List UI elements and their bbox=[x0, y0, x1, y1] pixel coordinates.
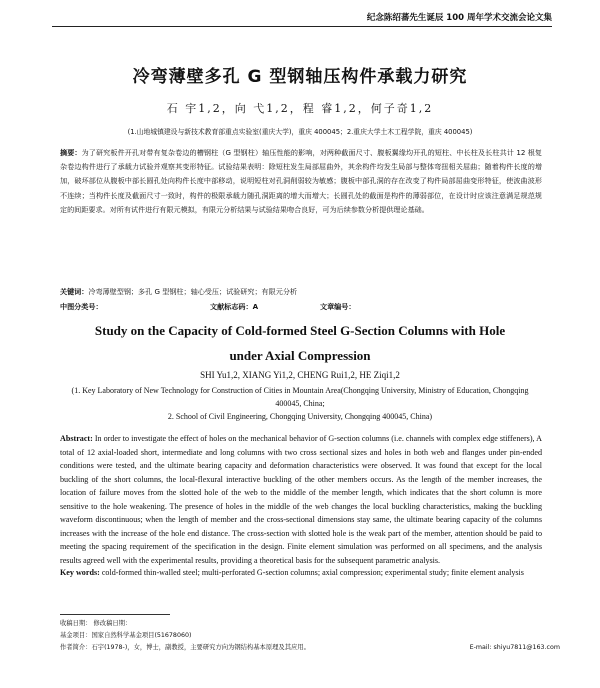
footnote-received: 收稿日期： 修改稿日期： bbox=[60, 620, 132, 627]
english-affiliation-line-2: 2. School of Civil Engineering, Chongqing University, Chongqing 400045, China) bbox=[167, 412, 433, 421]
chinese-abstract-label: 摘要： bbox=[60, 148, 82, 157]
english-title bbox=[40, 318, 560, 368]
english-abstract-label: Abstract: bbox=[60, 434, 93, 443]
footnote-author: 作者简介：石宇(1978-)，女，博士，副教授，主要研究方向为钢结构基本原理及其应用。 bbox=[60, 644, 310, 651]
doc-code-field bbox=[210, 301, 320, 313]
article-no-label: 文章编号： bbox=[320, 302, 356, 311]
chinese-authors: 石 宇1,2，向 弋1,2，程 睿1,2，何子奇1,2 bbox=[166, 102, 434, 115]
english-abstract bbox=[60, 432, 542, 567]
footnote-divider bbox=[60, 614, 170, 615]
chinese-title: 冷弯薄壁多孔 G 型钢轴压构件承载力研究 bbox=[132, 67, 468, 87]
chinese-abstract-text: 为了研究板件开孔对带有复杂卷边的槽钢柱（G 型钢柱）轴压性能的影响，对两种截面尺寸、腹板翼缘均开孔的短柱、中长柱及长柱共计 12 根复杂卷边构件进行了承载力试验并观察其变形特征。试验结果表明：除短柱发生局部屈曲外，其余构件均发生局部与整体弯扭相关屈曲；随着构件长度的增加，破坏部位从腹板中部长圆孔处向构件长度中部移动，说明短柱对孔洞削弱较为敏感；腹板中部孔洞的存在改变了构件局部屈曲变形特征，使波曲波形不连续；当构件长度及截面尺寸一致时，构件的极限承载力随孔洞距离的增大而增大；长圆孔处的截面是构件的薄弱部位，在设计时应该注意满足规范规定的间距要求。对所有试件进行有限元模拟，有限元分析结果与试验结果吻合良好，可为后续参数分析提供理论基础。 bbox=[60, 148, 542, 214]
chinese-keywords-label: 关键词： bbox=[60, 287, 89, 296]
footnote-author-line bbox=[60, 642, 560, 654]
clc-field bbox=[60, 301, 210, 313]
english-title-line-2: under Axial Compression bbox=[229, 348, 371, 363]
chinese-abstract bbox=[60, 146, 542, 217]
footnote-email[interactable]: E-mail: shiyu7811@163.com bbox=[469, 644, 560, 651]
english-authors: SHI Yu1,2, XIANG Yi1,2, CHENG Rui1,2, HE Ziqi1,2 bbox=[200, 370, 400, 380]
chinese-affiliation: (1.山地城镇建设与新技术教育部重点实验室(重庆大学)，重庆 400045；2.重庆大学土木工程学院，重庆 400045) bbox=[127, 128, 473, 136]
running-header bbox=[52, 10, 552, 27]
classification-line bbox=[60, 301, 542, 313]
english-title-line-1: Study on the Capacity of Cold-formed Steel G-Section Columns with Hole bbox=[94, 323, 506, 338]
doc-code-label: 文献标志码： bbox=[210, 302, 253, 311]
english-keywords bbox=[60, 566, 542, 580]
footnotes bbox=[60, 618, 560, 654]
doc-code-value: A bbox=[252, 302, 259, 311]
english-keywords-label: Key words: bbox=[60, 568, 100, 577]
footnote-fund: 基金项目：国家自然科学基金项目(51678060) bbox=[60, 632, 192, 639]
chinese-keywords-text: 冷弯薄壁型钢；多孔 G 型钢柱；轴心受压；试验研究；有限元分析 bbox=[88, 287, 298, 296]
english-affiliation bbox=[70, 384, 530, 423]
running-title: 纪念陈绍蕃先生诞辰 100 周年学术交流会论文集 bbox=[366, 13, 552, 23]
article-no-field bbox=[320, 301, 355, 313]
english-affiliation-line-1: (1. Key Laboratory of New Technology for Construction of Cities in Mountain Area(Chongqing University, Ministry of Education, Chongqing 400045, China; bbox=[71, 386, 529, 408]
chinese-keywords bbox=[60, 286, 542, 298]
clc-label: 中图分类号： bbox=[60, 302, 103, 311]
english-keywords-text: cold-formed thin-walled steel; multi-perforated G-section columns; axial compression; experimental study; finite element analysis bbox=[101, 568, 524, 577]
english-abstract-text: In order to investigate the effect of holes on the mechanical behavior of G-section columns (i.e. channels with complex edge stiffeners), A total of 12 axial-loaded short, intermediate and long columns with two cross sectional sizes and holes in both web and flanges under pin-ended conditions were tested, and the ultimate bearing capacity and deformation characteristics were observed. It was found that except for the local buckling of the short columns, the local-flexural interactive buckling of the other members occurs. As the length of the member increases, the location of failure moves from the slotted hole of the web to the middle of the member length, which indicates that the short column is more sensitive to the hole weakening. The presence of holes in the middle of the web changes the local buckling characteristics, making the buckling waveform discontinuous; when the length of member and the cross-sectional dimensions stay same, the ultimate bearing capacity of the columns increases with the increase of the hole end distance. The cross-section with slotted hole is the weak part of the member, attention should be paid to meeting the spacing requirement of the specification in the design. Finite element simulation was performed on all specimens, and the analysis results agreed well with the experimental results, providing a theoretical basis for the subsequent parametric analysis. bbox=[60, 434, 542, 565]
